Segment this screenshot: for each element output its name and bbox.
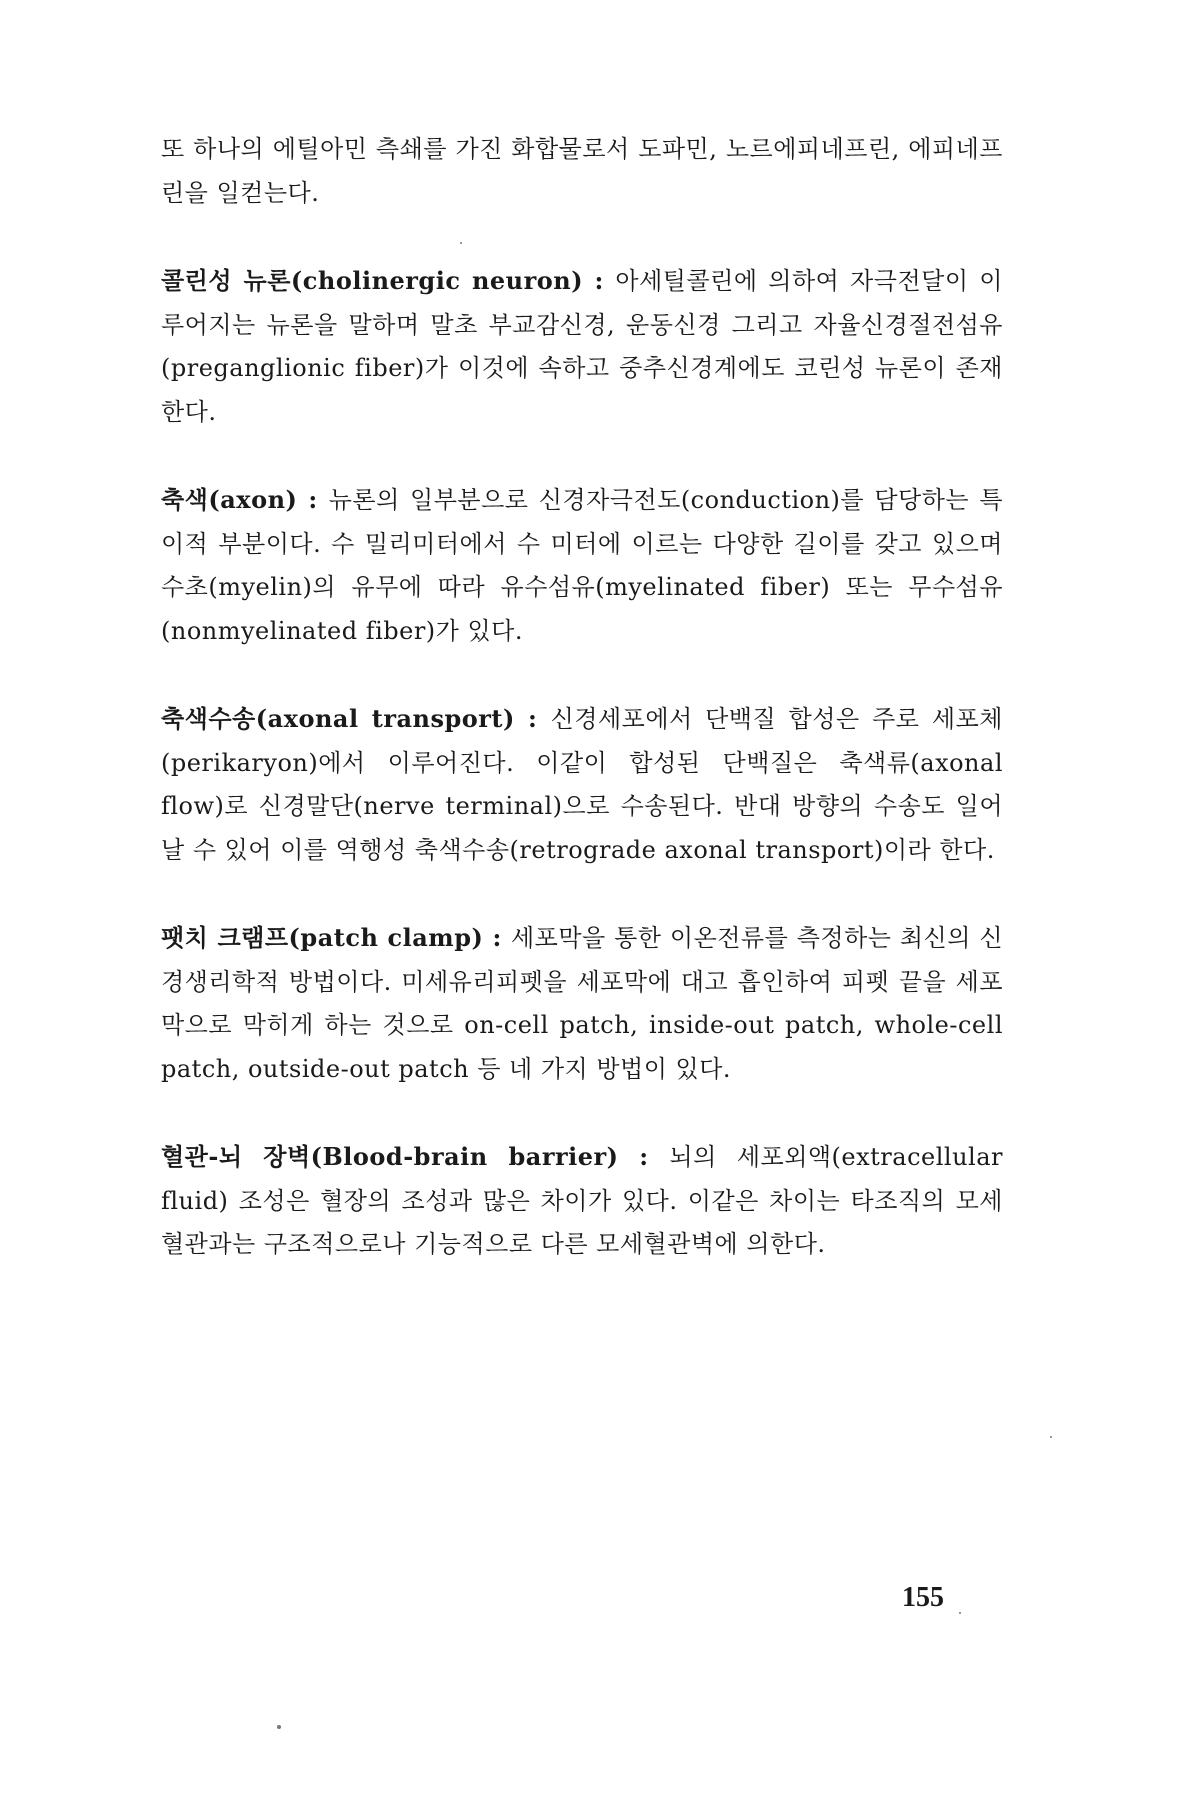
document-body: [161, 128, 1003, 1311]
scan-speck: [959, 1612, 961, 1614]
glossary-entry-axon: [161, 478, 1003, 653]
scan-speck: [1050, 1436, 1052, 1438]
glossary-definition: 뉴론의 일부분으로 신경자극전도(conduction)를 담당하는 특이적 부분이다. 수 밀리미터에서 수 미터에 이르는 다양한 길이를 갖고 있으며 수초(myelin)의 유무에 따라 유수섬유(myelinated fiber) 또는 무수섬유(nonmyelinated fiber)가 있다.: [161, 486, 1004, 645]
glossary-definition: 아세틸콜린에 의하여 자극전달이 이루어지는 뉴론을 말하며 말초 부교감신경, 운동신경 그리고 자율신경절전섬유(preganglionic fiber)가 이것에 속하고 중추신경계에도 코린성 뉴론이 존재한다.: [161, 267, 1003, 426]
glossary-entry-cholinergic-neuron: [161, 259, 1003, 434]
glossary-entry-patch-clamp: [161, 916, 1003, 1091]
glossary-term: 팻치 크램프(patch clamp) :: [161, 923, 511, 952]
glossary-definition: 뇌의 세포외액(extracellular fluid) 조성은 혈장의 조성과 많은 차이가 있다. 이같은 차이는 타조직의 모세혈관과는 구조적으로나 기능적으로 다른 모세혈관벽에 의한다.: [161, 1143, 1003, 1258]
scan-speck: [277, 1725, 281, 1729]
glossary-entry-blood-brain-barrier: [161, 1135, 1003, 1267]
glossary-definition: 세포막을 통한 이온전류를 측정하는 최신의 신경생리학적 방법이다. 미세유리피펫을 세포막에 대고 흡인하여 피펫 끝을 세포막으로 막히게 하는 것으로 on-cell patch, inside-out patch, whole-cell patch, outside-out patch 등 네 가지 방법이 있다.: [161, 924, 1003, 1083]
glossary-definition: 신경세포에서 단백질 합성은 주로 세포체(perikaryon)에서 이루어진다. 이같이 합성된 단백질은 축색류(axonal flow)로 신경말단(nerve terminal)으로 수송된다. 반대 방향의 수송도 일어날 수 있어 이를 역행성 축색수송(retrograde axonal transport)이라 한다.: [161, 705, 1003, 864]
scan-speck: [460, 242, 462, 244]
glossary-term: 축색수송(axonal transport) :: [161, 704, 551, 733]
glossary-term: 콜린성 뉴론(cholinergic neuron) :: [161, 266, 616, 295]
glossary-term: 축색(axon) :: [161, 485, 329, 514]
intro-paragraph: 또 하나의 에틸아민 측쇄를 가진 화합물로서 도파민, 노르에피네프린, 에피네프린을 일컫는다.: [161, 135, 1003, 207]
glossary-entry-axonal-transport: [161, 697, 1003, 872]
glossary-term: 혈관-뇌 장벽(Blood-brain barrier) :: [161, 1142, 670, 1171]
page-number: 155: [902, 1582, 944, 1613]
